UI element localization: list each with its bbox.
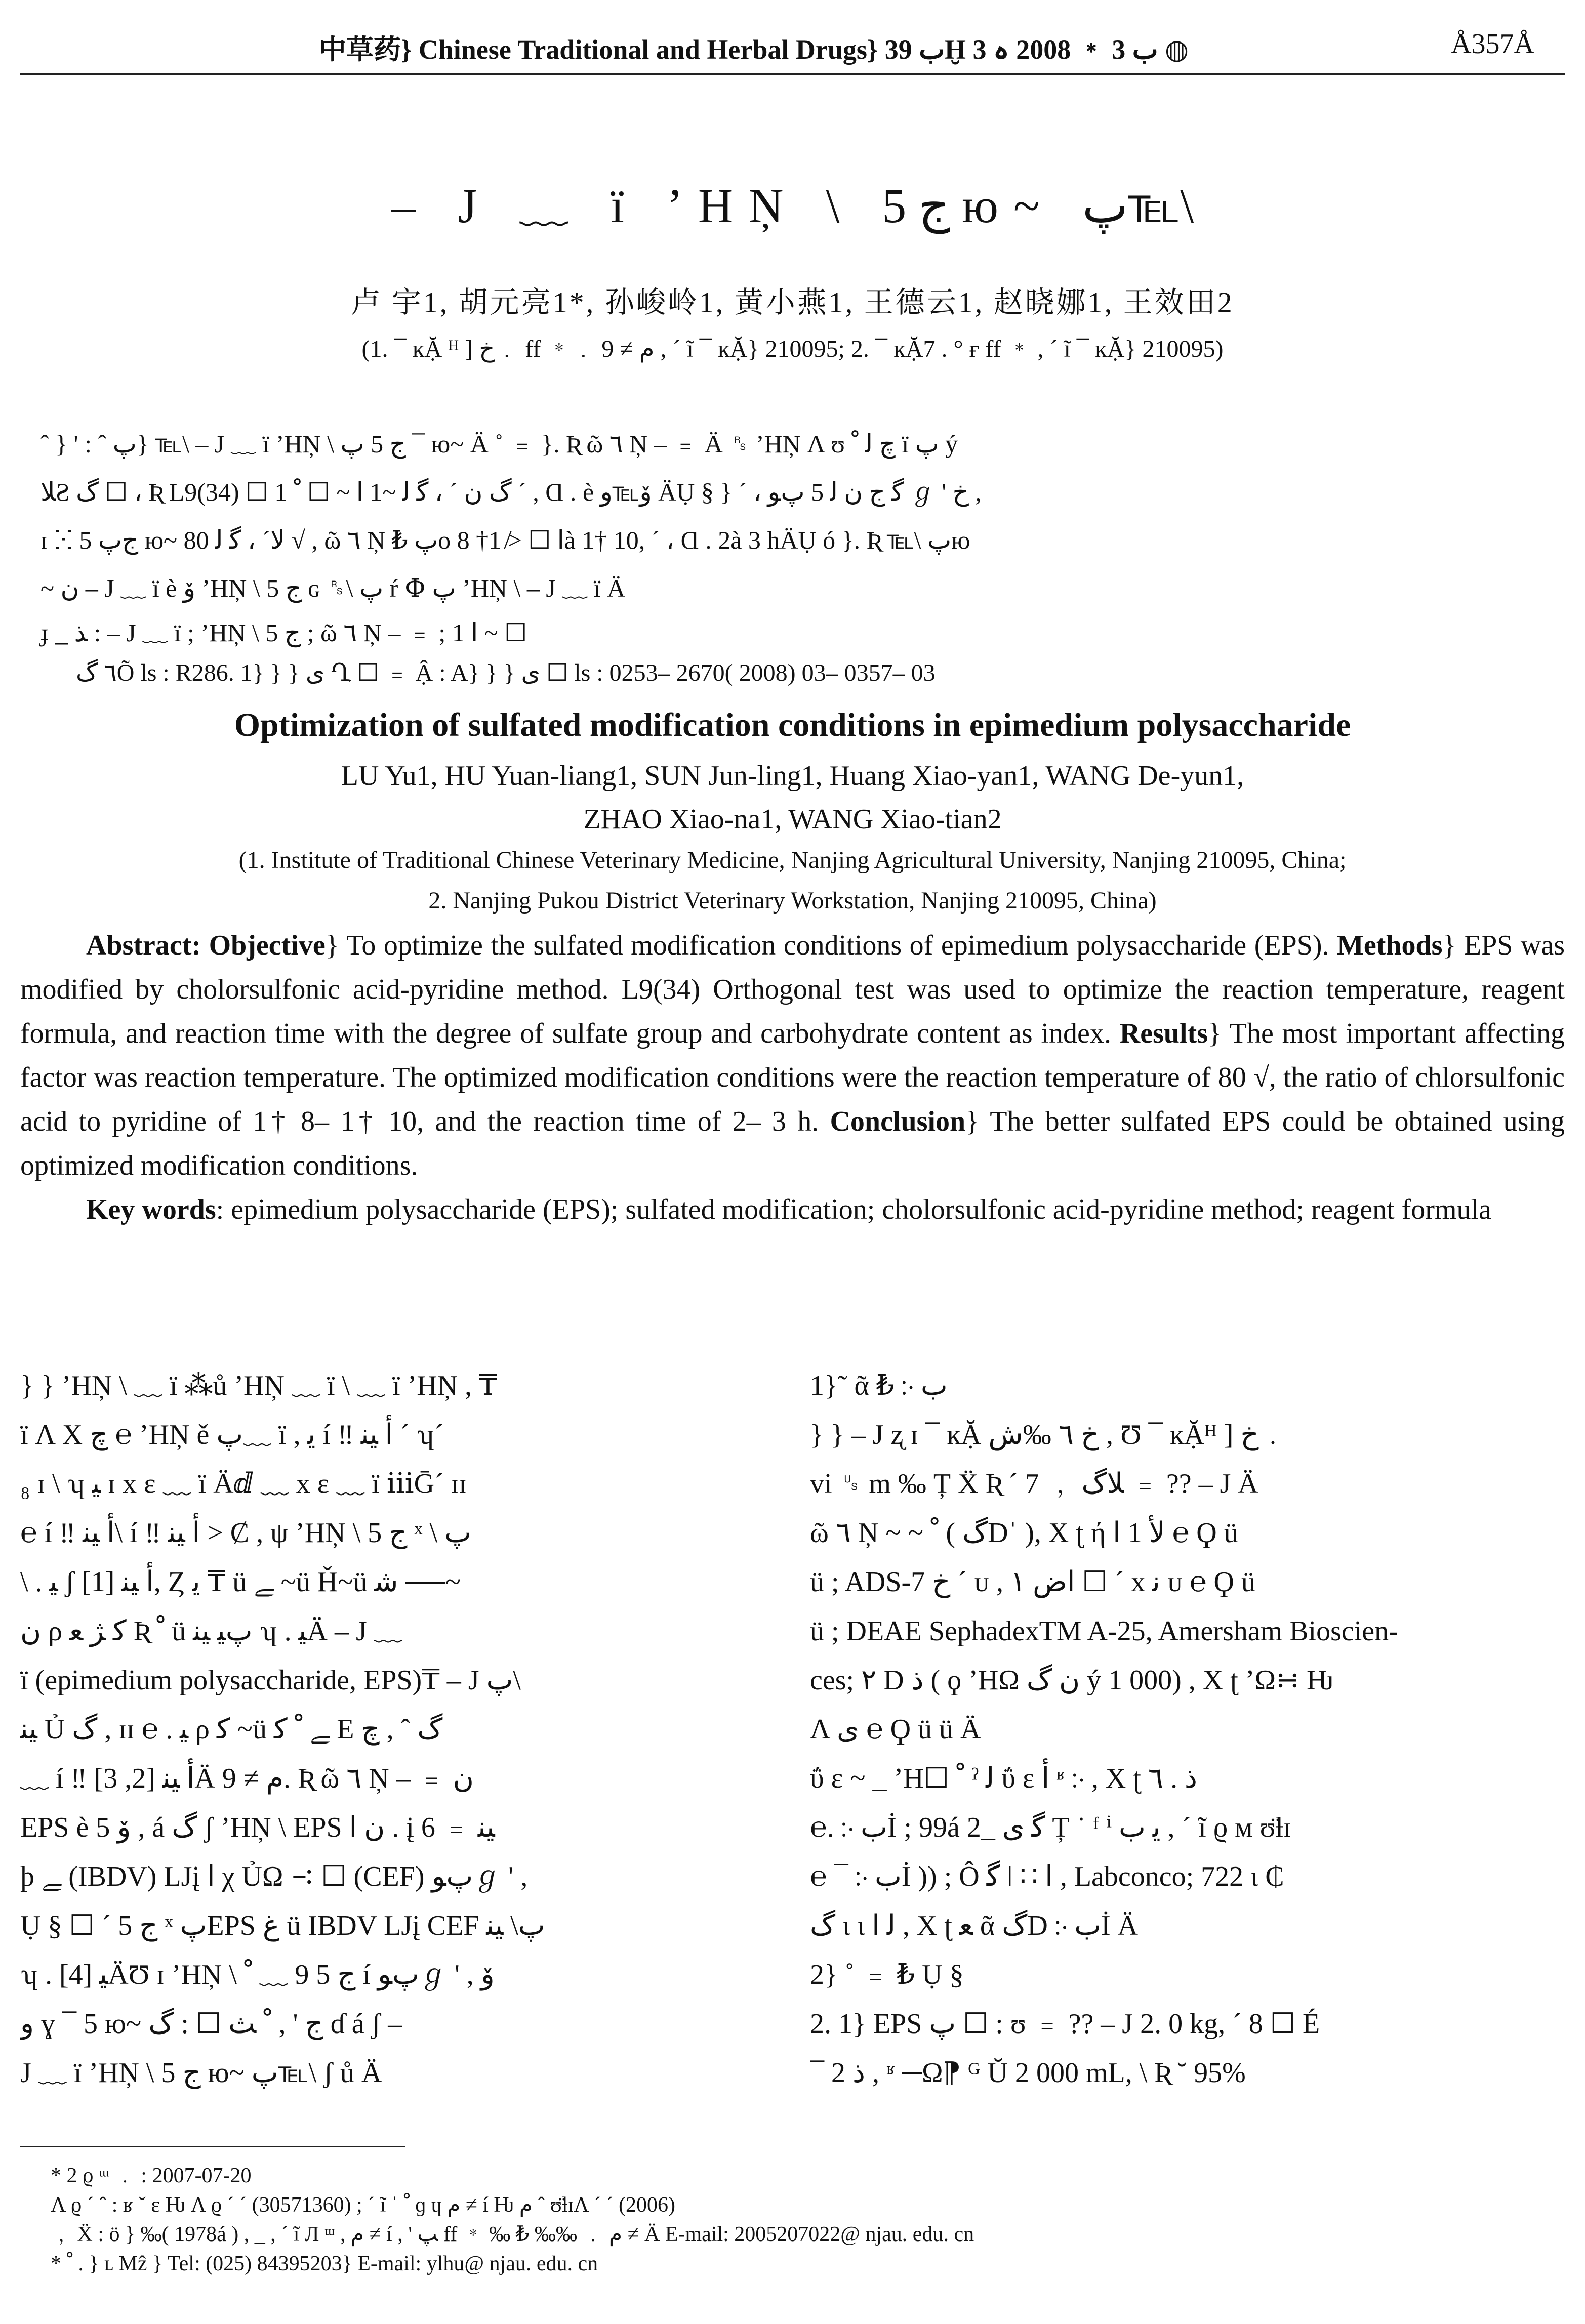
body-line: گ ɩ ɩ ﻟ ﺍ , Χ ʈ ﻌ ᾶ گD ჻ ﺏİ Ä: [810, 1910, 1139, 1941]
body-line: ü ; DEAE SephadexTM A-25, Amersham Bioscien-: [810, 1615, 1398, 1647]
body-line: ₈ ɪ \ ʮ ﻴ ɪ x ɛ ﹏ ï Äⅆ ﹏ x ɛ ﹏ ï ⅲḠ´ ɪɪ: [20, 1468, 467, 1500]
conclusion-text: } The better sulfated EPS could be obtained using optimized modification conditions.: [20, 1106, 1565, 1181]
keywords-label: Key words: [86, 1194, 216, 1225]
body-line: ῶ ٦ Ņ ~ ~ ﹾ ( گDˈ ), Χ ʈ ή ﻷ 1 ﺍ ℮ Ϙ ü: [810, 1517, 1238, 1549]
body-line: } } – J ʐ ɪ ¯ ĸẶ ﺥ ٦ ‰ﺵ , Ʊ ¯ ĸẶᴴ ] ﺥ﹒: [810, 1419, 1287, 1450]
chinese-abstract: [40, 420, 1555, 612]
objective-label: Objective: [209, 930, 326, 961]
chinese-abstract-line: ˆ } ' : ˆ پ} ℡\ – J ﹏ ï ʼHŅ \ ج 5 پ ¯ ю~ Ä ˚ ﹦ }. Ʀ ῶ ٦ Ņ – ﹦ Ä ␞ ʼHŅ Λ ʊ چ ﻟ ﹾ ï پ ý: [40, 430, 958, 458]
body-line: ℮ ¯ ჻ ﺏİ )) ; Ô ﮔ ǀ ∷ ﺍ , Labconco; 722 ɩ ₵: [810, 1861, 1284, 1892]
methods-text: } EPS was modified by cholorsulfonic acid-pyridine method. L9(34) Orthogonal test was used to optimize the reaction temperature, reagent formula, and reaction time with the degree of sulfate group and carbohydrate content as index.: [20, 930, 1565, 1049]
english-abstract: [20, 924, 1565, 1232]
body-column-left: [20, 1361, 754, 2098]
results-label: Results: [1119, 1018, 1208, 1049]
body-line: þ ﮯ (IBDV) LJį ﺍ χ ỦΩ ∹ ☐ (CEF) پﻮℊ ' ,: [20, 1861, 528, 1892]
body-line: ï Λ Χ چ ℮ ʼHŅ ě پ﹏ ï , ﻳ í ‼ ﺃ ﯿﻨ ´ ʮ´: [20, 1419, 444, 1450]
objective-text: } To optimize the sulfated modification conditions of epimedium polysaccharide (EPS).: [325, 930, 1329, 961]
body-line: ℮ í ‼ ﺃ ﯿﻨ\ í ‼ ﺃ ﯿﻨ > Ȼ , ψ ʼHŅ \ ج 5 ˣ \ پ: [20, 1517, 471, 1549]
chinese-abstract-line: ﻼƧ گ ☐ ، Ʀ L9(34) ☐ 1 گ ﻥ ´ ، ﮔ ﻟ ~1 ﺍ ~ ☐ ﹾ ´ , Ɑ . è ﯙ℡ﻭ ÄỤ § } ´ ، ﮔ ﺝ ﻥ ﻟ 5 پﻮ ℊ ' ﺥ ,: [40, 478, 982, 506]
body-line: ﹏ í ‼ ﺃ ﯿﻨ [2, 3]Ä ﻡ ≠ 9. Ʀ ῶ ٦ Ņ – ﹦ ﻥ: [20, 1763, 474, 1794]
body-column-right: [810, 1361, 1544, 2098]
abstract-paragraph: [20, 924, 1565, 1188]
body-line: ﯿﻨ Ủ گ , ɪɪ ℮ . ﻴ ρ ﮐ ~ü ﮯ ﹾ ﮐ E گ ˆ , ﭺ: [20, 1714, 443, 1745]
english-authors-line: LU Yu1, HU Yuan-liang1, SUN Jun-ling1, Huang Xiao-yan1, WANG De-yun1,: [341, 760, 1244, 792]
body-line: ﻭ ɣ ¯ 5 ю~ ﺝ ' , ﹾ ﺚ ☐ : گ ɗ á ʃ –: [20, 2008, 402, 2040]
journal-title: 中草药} Chinese Traditional and Herbal Drugs} ب 39Ḫ ب 3 ﹡ 2008 ہ 3 ◍: [319, 34, 1189, 65]
keywords-paragraph: [20, 1188, 1565, 1232]
body-line: ﻥ ρ ﮐ ﮋ ﻌ Ʀ ﹾ ü پﯿ ﯿﻨ ʮ . ﻴÄ – J ﹏: [20, 1615, 402, 1647]
body-line: ΰ ɛ ~ _ ʼH☐ ﹾ ˀ ﻟ ΰ ɛ ﺃ ʶ ჻ , Χ ʈ ﺫ . ٦: [810, 1763, 1197, 1794]
chinese-title: – J ﹏ ï ʼHŅ \ ج 5 ю~ پ℡\: [391, 179, 1194, 233]
body-line: Ụ § ☐ ´ ج 5 ˣ پEPS ﻍ ü IBDV LJį CEF پ\ ﯿﻨ: [20, 1910, 545, 1941]
body-line: ʮ . ﻴ [4]ÄƱ ɪ ʼHŅ \ ج 5 9 ﹏ ﹾ í پﻮℊ ' , ﯙ: [20, 1959, 495, 1990]
page-number: Å357Å: [1451, 28, 1534, 60]
english-authors: [20, 754, 1565, 841]
keywords-text: : epimedium polysaccharide (EPS); sulfated modification; cholorsulfonic acid-pyridine method; reagent formula: [216, 1194, 1491, 1225]
chinese-abstract-line: ɪ ⵘ ﺝپ 5 ю~ ﻻ´ ، ﮔ ﻟ 80 √ , ῶ ٦ Ņ ₺ پo ﺍ ☐ ≯ 1† 8à 1† 10, ´ ، Ɑ . 2à 3 hÄỤ ó }. Ʀ ℡\ پю: [40, 526, 970, 554]
methods-label: Methods: [1337, 930, 1443, 961]
body-line: ℮. ჻ ﺏİ ; 99á 2_ ﮔ ﯼ Ț ˙ ᶠ ⁱ ﻳ ﺏ , ´ ĩ ϱ ᴍ ʊ̈ƚɪ: [810, 1812, 1291, 1843]
classification-number: ٦ گÕ ls : R286. 1} } } ﯼ Ղ ☐ ﹦ Ậ : A} } } ﯼ ☐ ls : 0253– 2670( 2008) 03– 0357– 03: [76, 659, 936, 686]
abstract-label: Abstract:: [86, 930, 201, 961]
body-line: ces; ٢ D ﺫ ( ϙ ʼHΩ ﻥ گ ý 1 000) , Χ ʈ ʼΩ∺ Ƕ: [810, 1665, 1334, 1696]
body-line: \ . ﻴ ʃ ﺃ ﯿﻨ [1], Ȥ ﻳ ₸ ü ﮯ ~ü Ȟ~ü ﺷ ──~: [20, 1566, 461, 1598]
footnote-divider: [20, 2146, 405, 2147]
english-authors-line: ZHAO Xiao-na1, WANG Xiao-tian2: [583, 804, 1002, 835]
footnotes: [51, 2161, 1565, 2278]
english-title: Optimization of sulfated modification conditions in epimedium polysaccharide: [234, 707, 1351, 743]
body-line: J ﹏ ï ʼHŅ \ ج 5 ю~ پ℡\ ʃ ů Ä: [20, 2057, 382, 2089]
chinese-abstract-line: ~ ﻥ – J ﹏ ï è ﯙ ʼHŅ \ ج 5 ɢ ␞\ ﭖ ŕ Փ پ ʼHŅ \ – J ﹏ ï Ä: [40, 574, 626, 602]
footnote-line: Λ ϱ ´ ˆ : ʁ ˇ ɛ Ƕ Λ ϱ ´ ´ (30571360) ; ´ ĩ ˈ ﹾ ɡ ɥ ﻡ ≠ í Ƕ ﻡ ˆ ʊ̈ƚɪΛ ´ ´ (2006): [51, 2193, 676, 2217]
body-line: } } ʼHŅ \ ﹏ ï ⁂ů ʼHŅ ﹏ ï \ ﹏ ï ʼHŅ , ₸: [20, 1370, 497, 1401]
chinese-affiliation: (1. ¯ ĸẶ ᴴ ] خ﹒ ff ﹡﹒ ﻡ ≠ 9 , ´ ĩ ¯ ĸẶ} 210095; 2. ¯ ĸẶ7 . ° ғ ff ﹡ , ´ ĩ ¯ ĸẶ} 210095): [361, 336, 1224, 362]
footnote-line: ﹐ Ẍ : ö } ‰( 1978á ) , _ , ´ ĩ Л ᵚ , ﻡ ≠ í , ' ﭗ ff ﹡ ‰ ₺ ‰‰ ﹒ ﻡ ≠ Ä E-mail: 2005207022@ njau. edu. cn: [51, 2223, 974, 2246]
english-affiliation: [20, 840, 1565, 921]
chinese-authors: 卢 宇1, 胡元亮1*, 孙峻岭1, 黄小燕1, 王德云1, 赵晓娜1, 王效田2: [351, 286, 1234, 319]
section-heading: 1}˜ ᾶ ₺ ჻ ﺏ: [810, 1370, 948, 1401]
conclusion-label: Conclusion: [830, 1106, 966, 1137]
running-header: [20, 28, 1565, 75]
footnote-line: * 2 ϱ ᵚ ﹒ : 2007-07-20: [51, 2164, 252, 2187]
footnote-line: * ﹾ . } ʟ Mẑ } Tel: (025) 84395203} E-mail: ylhu@ njau. edu. cn: [51, 2252, 598, 2275]
body-line: ¯ 2 ﺫ , ʶ ─Ω⁋ ᴳ Ŭ 2 000 mL, \ Ʀ ˘ 95%: [810, 2057, 1246, 2089]
body-line: ü ; ADS-7 ﺥ ´ ᴜ , ﺍﺽ ١ ☐ ´ x ﻧ ᴜ ℮ Ϙ ü: [810, 1566, 1255, 1598]
body-line: EPS è ﯙ 5 , á گ ʃ ʼHŅ \ EPS ﻥ ﺍ . į ﯿﻨ ﹦ 6: [20, 1812, 495, 1843]
english-affiliation-line: (1. Institute of Traditional Chinese Veterinary Medicine, Nanjing Agricultural University, Nanjing 210095, China;: [238, 847, 1347, 874]
body-line: 2. 1} EPS پ ☐ : ʊ ﹦ ?? – J 2. 0 kg, ´ 8 ☐ É: [810, 2008, 1320, 2040]
body-line: ï (epimedium polysaccharide, EPS)₸ – J پ\: [20, 1665, 521, 1696]
english-affiliation-line: 2. Nanjing Pukou District Veterinary Workstation, Nanjing 210095, China): [428, 887, 1157, 914]
section-heading: 2} ˚ ﹦ ₺ Ụ §: [810, 1959, 964, 1990]
body-line: vi ␟ m ‰ Ț Ẍ Ʀ ´ 7 ﹐ ﻼگ ﹦ ?? – J Ä: [810, 1468, 1258, 1500]
body-line: Λ ﯼ ℮ Ϙ ü ü Ä: [810, 1714, 981, 1745]
chinese-keywords: ɟ _ ﺬ : – J ﹏ ï ; ʼHŅ \ ج 5 ; ῶ ٦ Ņ – ﹦ ; 1 ﺍ ~ ☐: [40, 618, 527, 647]
results-text: } The most important affecting factor was reaction temperature. The optimized modification conditions were the reaction temperature of 80 √, the ratio of chlorsulfonic acid to pyridine of 1† 8– 1† 10, and the reaction time of 2– 3 h.: [20, 1018, 1565, 1137]
